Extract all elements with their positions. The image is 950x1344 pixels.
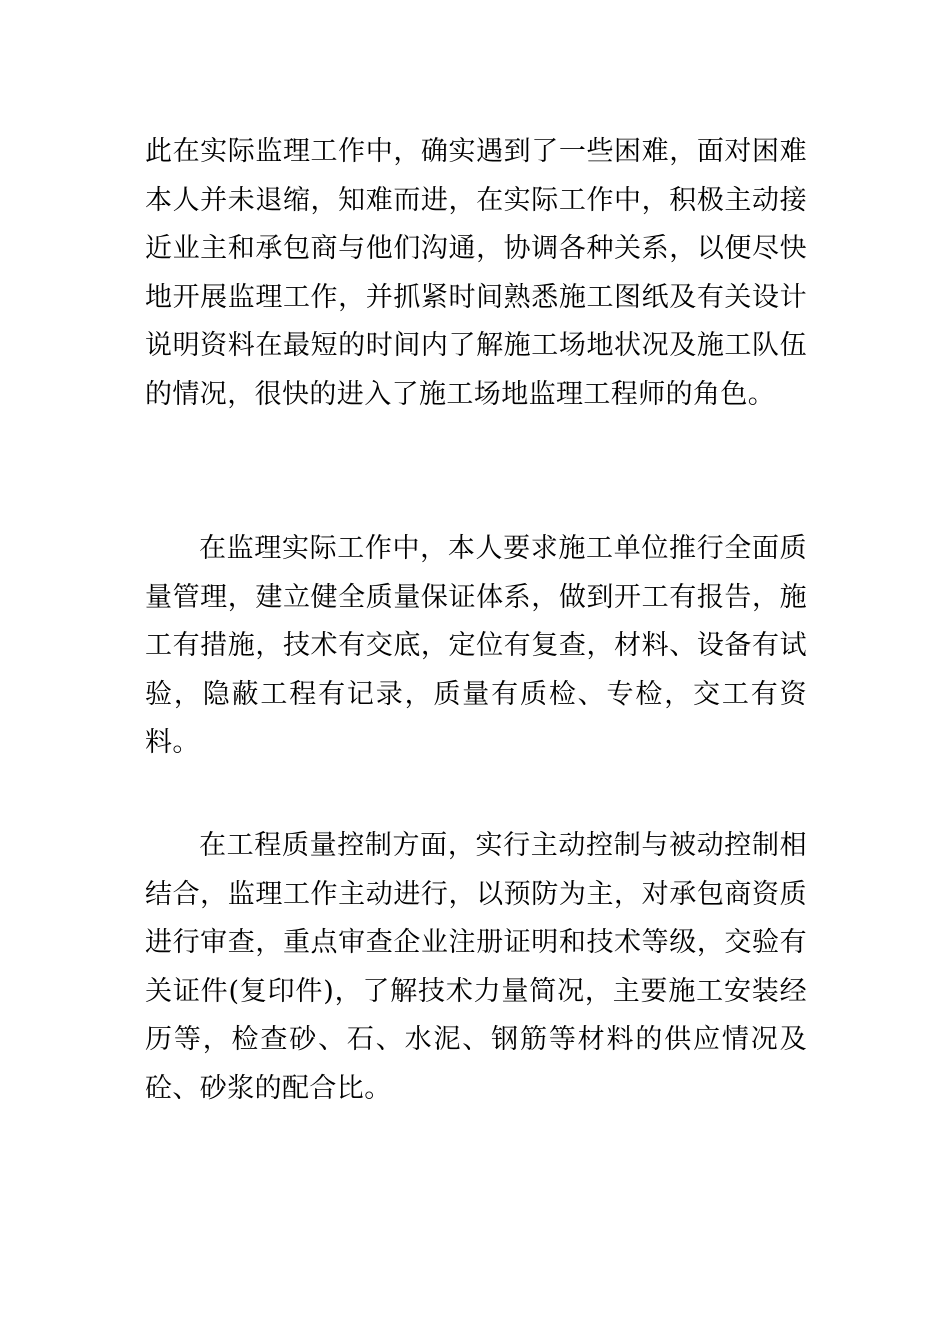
- paragraph-continuation: 此在实际监理工作中，确实遇到了一些困难，面对困难本人并未退缩，知难而进，在实际工作中，积极主动接近业主和承包商与他们沟通，协调各种关系，以便尽快地开展监理工作，并抓紧时间熟悉施工图纸及有关设计说明资料在最短的时间内了解施工场地状况及施工队伍的情况，很快的进入了施工场地监理工程师的角色。: [145, 136, 807, 410]
- paragraph-quality-control: 在工程质量控制方面，实行主动控制与被动控制相结合，监理工作主动进行，以预防为主，对承包商资质进行审查，重点审查企业注册证明和技术等级，交验有关证件(复印件)，了解技术力量简况，主要施工安装经历等，检查砂、石、水泥、钢筋等材料的供应情况及砼、砂浆的配合比。: [145, 830, 807, 1104]
- paragraph-quality-management: 在监理实际工作中，本人要求施工单位推行全面质量管理，建立健全质量保证体系，做到开工有报告，施工有措施，技术有交底，定位有复查，材料、设备有试验，隐蔽工程有记录，质量有质检、专检，交工有资料。: [145, 533, 807, 758]
